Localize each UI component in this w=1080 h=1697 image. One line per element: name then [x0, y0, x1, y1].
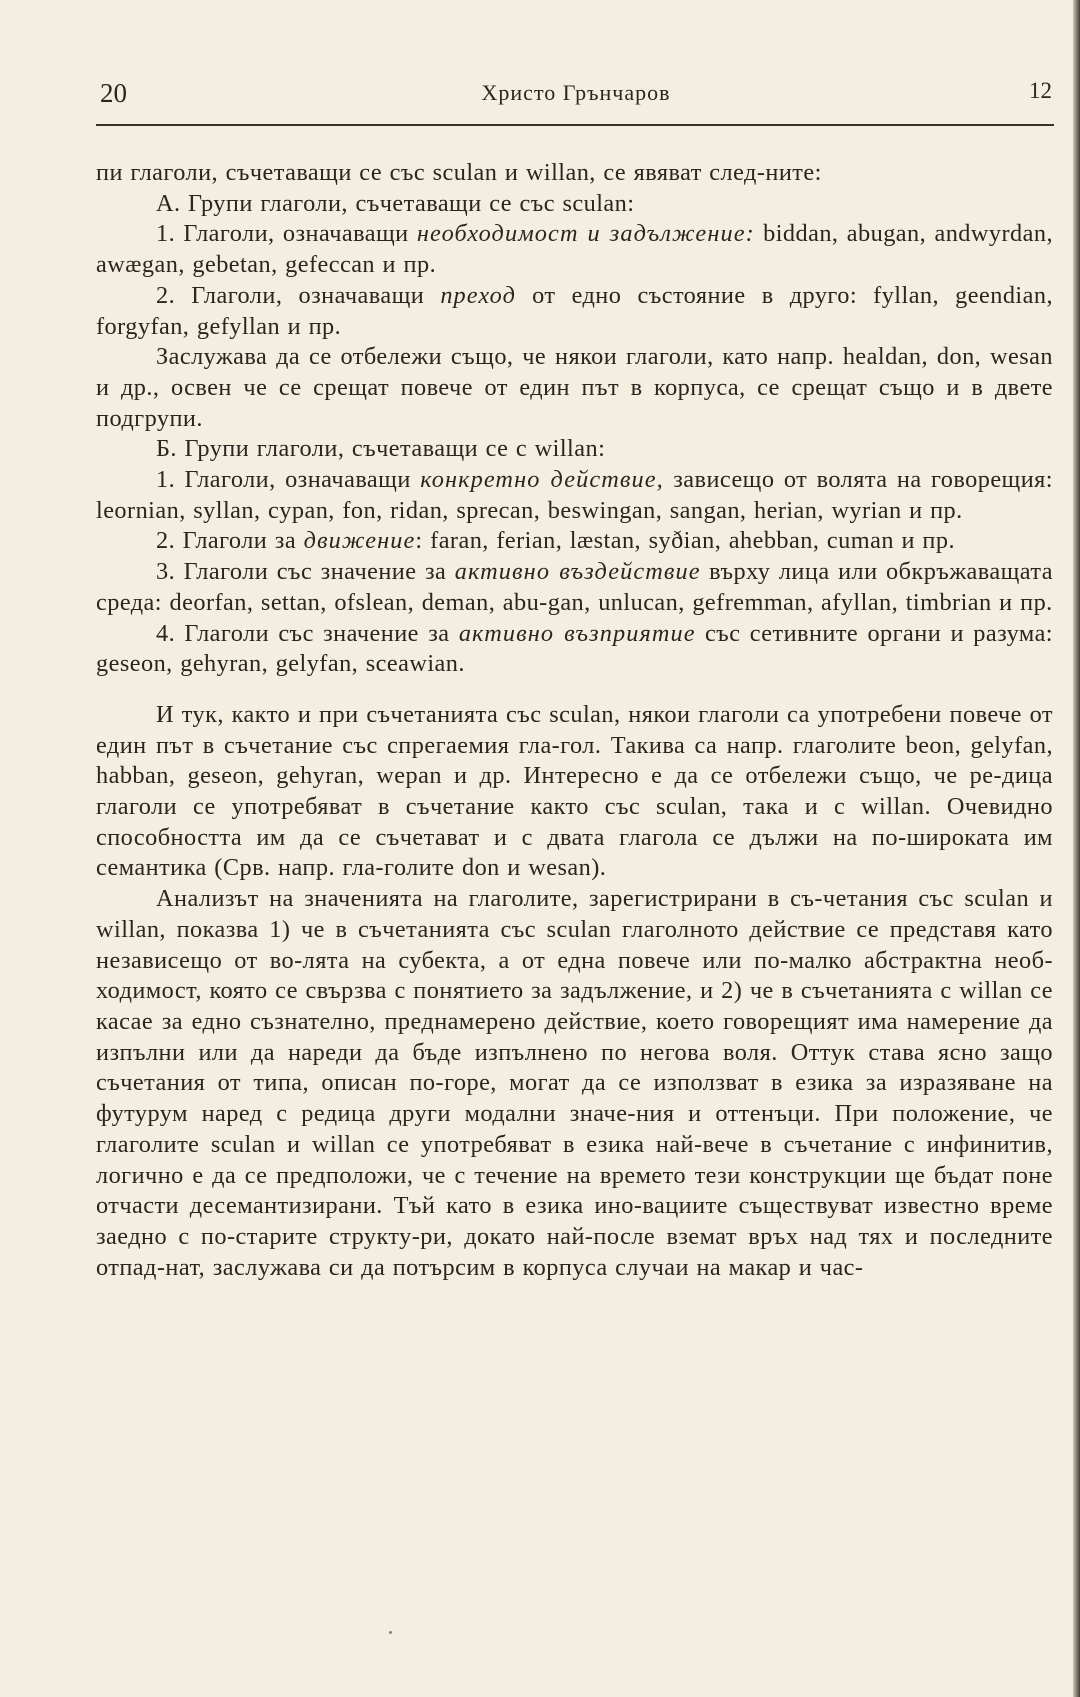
paragraph: [96, 281, 1053, 342]
text-run: Б. Групи глаголи, съчетаващи се с willan:: [156, 435, 606, 463]
page-edge: [1073, 0, 1080, 1697]
paragraph: [96, 342, 1053, 434]
text-run: А. Групи глаголи, съчетаващи се със sculan:: [156, 189, 635, 217]
text-run: biddan, abugan, andwyrdan, awægan, gebetan, gefeccan и пр.: [96, 220, 1053, 279]
italic-term: активно възприятие: [458, 619, 696, 647]
italic-term: конкретно действие,: [420, 466, 664, 494]
text-run: 1. Глаголи, означаващи: [156, 466, 421, 494]
italic-term: необходимост и задължение:: [416, 220, 755, 248]
running-title: Христо Грънчаров: [481, 80, 671, 105]
text-run: И тук, както и при съчетанията със sculan, някои глаголи са употребени повече от един път в съчетание със спрегаемия гла-гол. Такива са напр. глаголите beon, gelyfan, habban, geseon, gehyran, wepan и др. Интересно е да се отбележи също, че ре-дица глаголи се употребяват в съчетание както със sculan, така и с willan. Очевидно способността им да се съчетават и с двата глагола се дължи на по-широката им семантика (Срв. напр. гла-голите don и wesan).: [96, 700, 1053, 882]
text-run: 1. Глаголи, означаващи: [156, 220, 417, 248]
paragraph: [96, 619, 1053, 680]
paragraph: [96, 434, 1053, 465]
text-run: Анализът на значенията на глаголите, зарегистрирани в съ-четания със sculan и willan, показва 1) че в съчетанията със sculan глаголното действие се представя като независещо от во-лята на субекта, а от една повече или по-малко абстрактна необ-ходимост, която се свързва с понятието за задължение, и 2) че в съчетанията с willan се касае за едно съзнателно, преднамерено действие, което говорещият има намерение да изпълни или да нареди да бъде изпълнено по негова воля. Оттук става ясно защо съчетания от типа, описан по-горе, могат да се използват в езика за изразяване на футурум наред с редица други модални значе-ния и оттенъци. При положение, че глаголите sculan и willan се употребяват в езика най-вече в съчетание с инфинитив, логично е да се предположи, че с течение на времето тези конструкции ще бъдат поне отчасти десемантизирани. Тъй като в езика ино-вациите съществуват известно време заедно с по-старите структу-ри, докато най-после вземат връх над тях и последните отпад-нат, заслужава си да потърсим в корпуса случаи на макар и час-: [96, 885, 1053, 1281]
paragraph: [96, 465, 1053, 526]
text-run: върху лица или обкръжаващата среда: deorfan, settan, ofslean, deman, abu-gan, unlucan, gefremman, afyllan, timbrian и пр.: [96, 558, 1053, 616]
sheet-number: 12: [1029, 78, 1052, 103]
page-number: 20: [100, 78, 127, 108]
text-run: със сетивните органи и разума: geseon, gehyran, gelyfan, sceawian.: [96, 619, 1054, 678]
paragraph: [96, 189, 1053, 220]
italic-term: преход: [440, 281, 516, 309]
italic-term: активно въздействие: [454, 558, 701, 586]
paragraph: [96, 700, 1053, 884]
text-run: 3. Глаголи със значение за: [156, 558, 455, 586]
text-run: от едно състояние в друго: fyllan, geendian, forgyfan, gefyllan и пр.: [96, 281, 1053, 340]
page-header: [100, 78, 1052, 118]
body-text: [96, 158, 1053, 1283]
paragraph: [96, 158, 1053, 189]
text-run: пи глаголи, съчетаващи се със sculan и willan, се явяват след-ните:: [96, 159, 822, 186]
text-run: 2. Глаголи, означаващи: [156, 281, 441, 309]
paragraph: [96, 884, 1053, 1283]
text-run: зависещо от волята на говорещия: leornian, syllan, cypan, fon, ridan, sprecan, beswingan, sangan, herian, wyrian и пр.: [96, 466, 1053, 524]
print-speck: [389, 1631, 392, 1634]
header-rule: [96, 124, 1054, 126]
paragraph: [96, 526, 1053, 557]
text-run: 2. Глаголи за: [156, 527, 304, 555]
italic-term: движение: [303, 527, 416, 555]
text-run: : faran, ferian, læstan, syðian, ahebban, cuman и пр.: [415, 527, 956, 555]
text-run: Заслужава да се отбележи също, че някои глаголи, като напр. healdan, don, wesan и др., освен че се срещат повече от един път в корпуса, се срещат също и в двете подгрупи.: [96, 343, 1053, 432]
paragraph: [96, 557, 1053, 618]
paragraph: [96, 219, 1053, 280]
text-run: 4. Глаголи със значение за: [156, 619, 459, 647]
